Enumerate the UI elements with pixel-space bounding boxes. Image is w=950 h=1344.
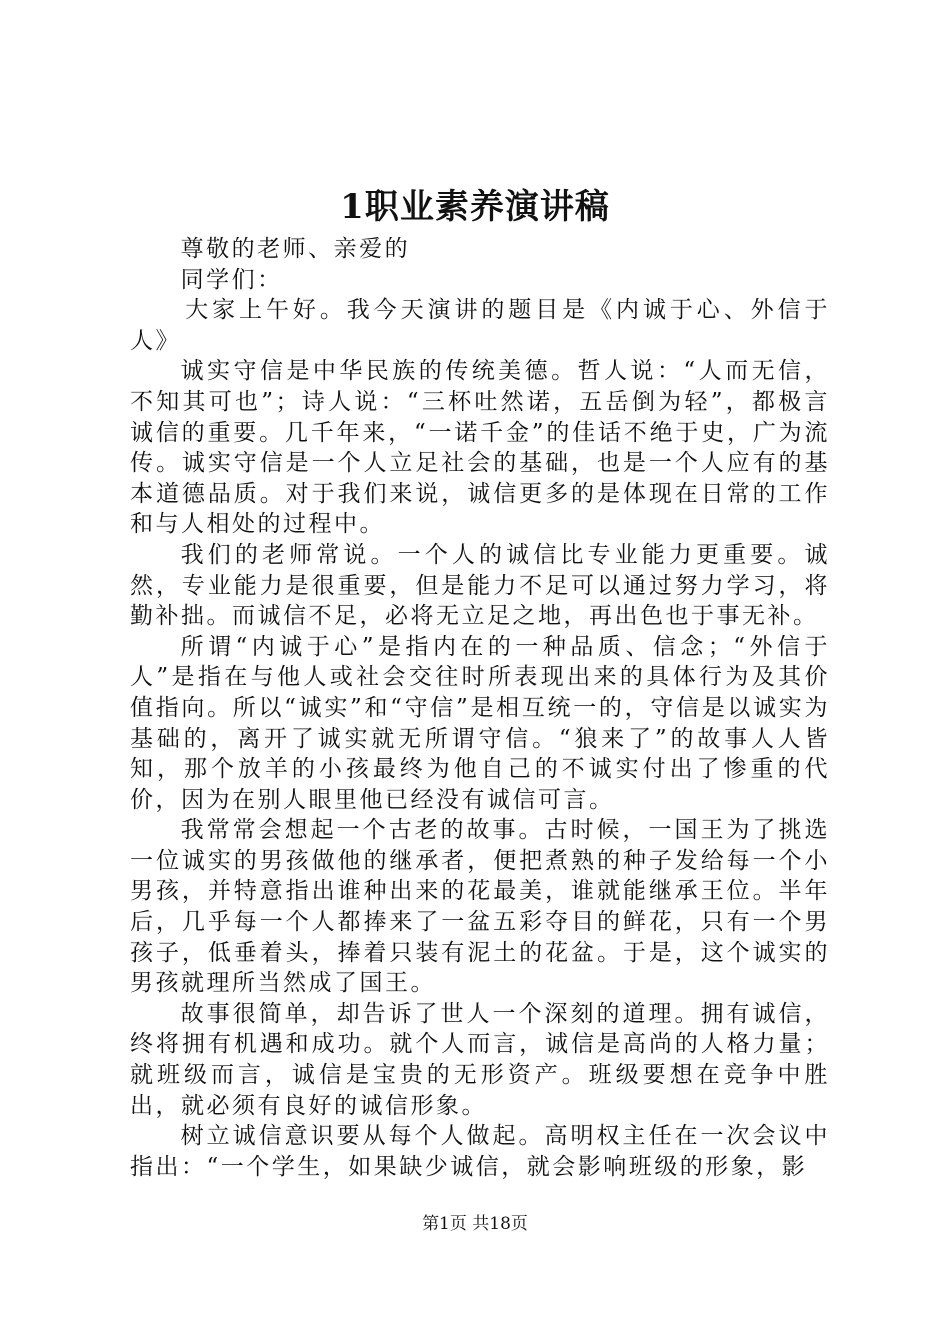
paragraph-opening: 大家上午好。我今天演讲的题目是《内诚于心、外信于人》 <box>130 297 830 354</box>
paragraph-build-awareness: 树立诚信意识要从每个人做起。高明权主任在一次会议中指出：“一个学生，如果缺少诚信，就会影响班级的形象，影 <box>130 1123 830 1180</box>
paragraph-definition: 所谓“内诚于心”是指内在的一种品质、信念；“外信于人”是指在与他人或社会交往时所表现出来的具体行为及其价值指向。所以“诚实”和“守信”是相互统一的，守信是以诚实为基础的，离开了诚实就无所谓守信。“狼来了”的故事人人皆知，那个放羊的小孩最终为他自己的不诚实付出了惨重的代价，因为在别人眼里他已经没有诚信可言。 <box>130 633 830 813</box>
paragraph-story-lesson: 故事很简单，却告诉了世人一个深刻的道理。拥有诚信，终将拥有机遇和成功。就个人而言，诚信是高尚的人格力量；就班级而言，诚信是宝贵的无形资产。班级要想在竞争中胜出，就必须有良好的诚信形象。 <box>130 1000 830 1119</box>
document-body <box>130 234 830 1182</box>
document-title: 1职业素养演讲稿 <box>340 187 610 227</box>
paragraph-honesty-virtue: 诚实守信是中华民族的传统美德。哲人说：“人而无信，不知其可也”；诗人说：“三杯吐然诺，五岳倒为轻”，都极言诚信的重要。几千年来，“一诺千金”的佳话不绝于史，广为流传。诚实守信是一个人立足社会的基础，也是一个人应有的基本道德品质。对于我们来说，诚信更多的是体现在日常的工作和与人相处的过程中。 <box>130 358 830 538</box>
paragraph-teacher-saying: 我们的老师常说。一个人的诚信比专业能力更重要。诚然，专业能力是很重要，但是能力不足可以通过努力学习，将勤补拙。而诚信不足，必将无立足之地，再出色也于事无补。 <box>130 541 830 630</box>
paragraph-old-story: 我常常会想起一个古老的故事。古时候，一国王为了挑选一位诚实的男孩做他的继承者，便把煮熟的种子发给每一个小男孩，并特意指出谁种出来的花最美，谁就能继承王位。半年后，几乎每一个人都捧来了一盆五彩夺目的鲜花，只有一个男孩子，低垂着头，捧着只装有泥土的花盆。于是，这个诚实的男孩就理所当然成了国王。 <box>130 817 830 997</box>
page-number-footer: 第1页 共18页 <box>422 1214 528 1234</box>
salutation-line-1: 尊敬的老师、亲爱的 <box>180 236 411 262</box>
salutation-line-2: 同学们： <box>180 266 283 293</box>
